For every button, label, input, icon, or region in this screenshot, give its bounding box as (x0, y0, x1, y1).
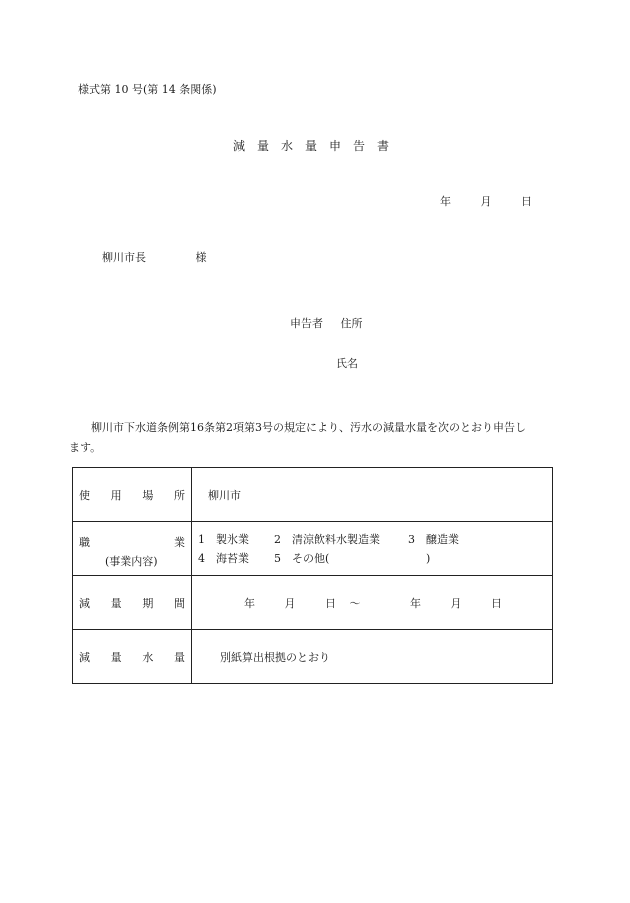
period-end-day: 日 (491, 596, 502, 610)
period-start-year: 年 (244, 596, 255, 610)
option-number: 3 (408, 532, 415, 546)
option-seaweed[interactable]: 海苔業 (216, 552, 249, 565)
occupation-sublabel: (事業内容) (105, 555, 158, 568)
declaration-table (72, 467, 553, 684)
date-year-label: 年 (440, 195, 451, 208)
location-value[interactable]: 柳川市 (192, 468, 553, 522)
label-char: 所 (173, 488, 185, 502)
row-occupation (73, 522, 553, 576)
label-char: 量 (110, 650, 122, 664)
form-number: 様式第 10 号(第 14 条関係) (78, 83, 217, 96)
addressee (102, 249, 207, 265)
occupation-options-row-1 (198, 530, 552, 549)
period-label (73, 576, 192, 630)
addressee-honorific: 様 (195, 251, 207, 264)
label-char: 量 (110, 596, 122, 610)
label-char: 用 (110, 488, 122, 502)
statement-line-2: ます。 (69, 441, 102, 454)
label-char: 減 (79, 596, 90, 610)
label-char: 使 (79, 488, 90, 502)
period-separator: ～ (349, 596, 361, 610)
period-end-year: 年 (410, 596, 421, 610)
option-number: 1 (198, 532, 205, 546)
label-char: 量 (173, 650, 185, 664)
applicant-address (290, 315, 363, 331)
label-char: 期 (142, 596, 154, 610)
date-day-label: 日 (521, 195, 532, 208)
option-number: 2 (274, 532, 281, 546)
applicant-name-label: 氏名 (336, 357, 358, 370)
option-ice-making[interactable]: 製氷業 (216, 533, 249, 546)
occupation-label (73, 522, 192, 576)
statement-text (69, 418, 554, 458)
option-number: 4 (198, 551, 205, 565)
occupation-options-row-2 (198, 549, 552, 568)
row-period (73, 576, 553, 630)
label-char: 水 (142, 650, 154, 664)
option-number: 5 (274, 551, 281, 565)
period-end-month: 月 (450, 596, 462, 610)
option-other[interactable]: その他( (292, 552, 330, 565)
period-value[interactable] (192, 576, 553, 630)
occupation-value[interactable] (192, 522, 553, 576)
period-start-day: 日 (325, 596, 336, 610)
addressee-name: 柳川市長 (102, 251, 146, 264)
address-label: 住所 (340, 317, 363, 330)
option-soft-drink[interactable]: 清涼飲料水製造業 (292, 533, 380, 546)
document-title: 減量水量申告書 (232, 139, 401, 153)
row-location (73, 468, 553, 522)
label-char: 職 (79, 536, 90, 549)
date-month-label: 月 (480, 195, 492, 208)
volume-value[interactable]: 別紙算出根拠のとおり (192, 630, 553, 684)
row-volume (73, 630, 553, 684)
date-line (440, 193, 532, 209)
other-close-paren: ) (426, 551, 431, 565)
option-brewing[interactable]: 醸造業 (426, 533, 459, 546)
statement-line-1: 柳川市下水道条例第16条第2項第3号の規定により、汚水の減量水量を次のとおり申告し (91, 421, 526, 434)
applicant-label: 申告者 (290, 317, 323, 330)
label-char: 業 (174, 536, 185, 549)
period-start-month: 月 (284, 596, 296, 610)
volume-label (73, 630, 192, 684)
label-char: 場 (142, 488, 154, 502)
label-char: 減 (79, 650, 90, 664)
label-char: 間 (173, 596, 185, 610)
location-label (73, 468, 192, 522)
